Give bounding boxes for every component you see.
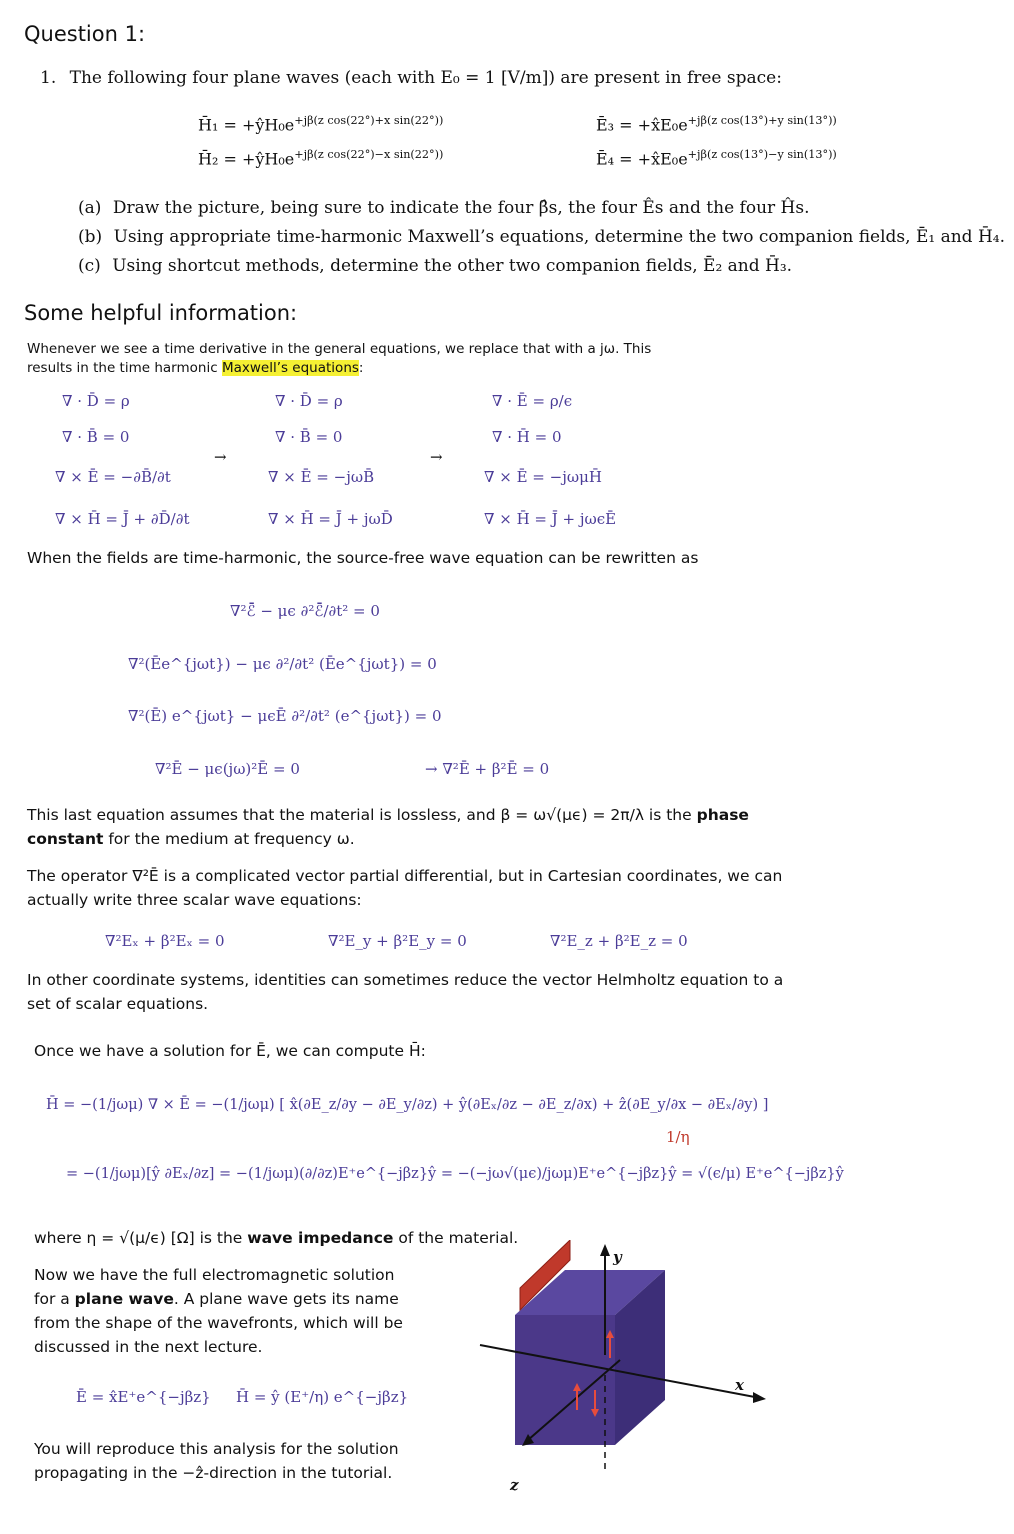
cube-front-face: [515, 1315, 615, 1445]
e3-exponent: +jβ(z cos(13°)+y sin(13°)): [687, 114, 837, 127]
wave-eq-2: ∇²(Ēe^{jωt}) − μϵ ∂²/∂t² (Ēe^{jωt}) = 0: [128, 655, 437, 673]
e3-equation: [596, 114, 837, 134]
maxwell-col3-eq1: ∇ · Ē = ρ/ϵ: [492, 392, 573, 410]
y-axis-label: y: [613, 1248, 622, 1266]
wave-eq-1: ∇²ℰ̄ − μϵ ∂²ℰ̄/∂t² = 0: [230, 602, 380, 620]
helpful-heading: Some helpful information:: [24, 301, 298, 325]
plane-wave-text-2: . A plane wave gets its name: [173, 1290, 399, 1308]
part-c: [78, 256, 792, 276]
maxwell-highlight: Maxwell’s equations: [221, 360, 359, 376]
part-a: [78, 198, 810, 218]
x-axis-label: x: [735, 1376, 744, 1394]
impedance-line: [34, 1229, 518, 1247]
maxwell-col2-eq1: ∇ · D̄ = ρ: [275, 392, 343, 410]
lossless-text-2: for the medium at frequency ω.: [103, 830, 355, 848]
maxwell-col2-eq4: ∇ × H̄ = J̄ + jωD̄: [268, 510, 393, 528]
maxwell-col3-eq4: ∇ × H̄ = J̄ + jωϵĒ: [484, 510, 617, 528]
plane-wave-line-2: [34, 1290, 399, 1308]
plane-wave-line-4: discussed in the next lecture.: [34, 1338, 263, 1356]
part-label: (a): [78, 198, 102, 218]
coord-line-1: In other coordinate systems, identities can sometimes reduce the vector Helmholtz equation to a: [27, 971, 784, 989]
e3-base: Ē₃ = +x̂E₀e: [596, 115, 688, 135]
wave-eq-4: ∇²Ē − μϵ(jω)²Ē = 0: [155, 760, 300, 778]
scalar-eq-y: ∇²E_y + β²E_y = 0: [328, 932, 467, 950]
intro-text: The following four plane waves (each with E₀ = 1 [V/m]) are present in free space:: [69, 68, 782, 88]
h1-equation: [198, 114, 443, 134]
h-curl-eq-2: = −(1/jωμ)[ŷ ∂Eₓ/∂z] = −(1/jωμ)(∂/∂z)E⁺e^{−jβz}ŷ = −(−jω√(μϵ)/jωμ)E⁺e^{−jβz}ŷ = √(ϵ/μ) E⁺e^{−jβz}ŷ: [66, 1166, 844, 1182]
solution-h: H̄ = ŷ (E⁺/η) e^{−jβz}: [236, 1388, 409, 1406]
h2-exponent: +jβ(z cos(22°)−x sin(22°)): [294, 148, 444, 161]
maxwell-col2-eq2: ∇ · B̄ = 0: [275, 428, 343, 446]
arrow-2: →: [430, 448, 443, 466]
part-label: (b): [78, 227, 103, 247]
part-text: Draw the picture, being sure to indicate the four β̂s, the four Ês and the four Ĥs.: [112, 198, 810, 218]
plane-wave-figure: [470, 1240, 770, 1500]
part-label: (c): [78, 256, 101, 276]
tutorial-line-1: You will reproduce this analysis for the solution: [34, 1440, 399, 1458]
maxwell-col3-eq3: ∇ × Ē = −jωμH̄: [484, 468, 602, 486]
operator-line-1: The operator ∇²Ē is a complicated vector partial differential, but in Cartesian coordinates, we can: [27, 867, 783, 885]
question-intro: [40, 68, 782, 88]
h1-exponent: +jβ(z cos(22°)+x sin(22°)): [294, 114, 444, 127]
impedance-text-2: of the material.: [393, 1229, 519, 1247]
plane-wave-bold: plane wave: [74, 1290, 174, 1308]
arrow-1: →: [214, 448, 227, 466]
tutorial-line-2: propagating in the −ẑ-direction in the tutorial.: [34, 1464, 393, 1482]
intro-line-2: [27, 360, 363, 376]
wave-eq-result: → ∇²Ē + β²Ē = 0: [425, 760, 550, 778]
question-heading: Question 1:: [24, 22, 146, 46]
impedance-bold: wave impedance: [247, 1229, 394, 1247]
wave-intro: When the fields are time-harmonic, the source-free wave equation can be rewritten as: [27, 549, 699, 567]
h2-base: H̄₂ = +ŷH₀e: [198, 149, 295, 169]
solution-e: Ē = x̂E⁺e^{−jβz}: [76, 1388, 211, 1406]
intro-line-2-end: :: [358, 360, 364, 376]
coord-line-2: set of scalar equations.: [27, 995, 209, 1013]
wave-eq-3: ∇²(Ē) e^{jωt} − μϵĒ ∂²/∂t² (e^{jωt}) = 0: [128, 707, 442, 725]
h-curl-eq-1: H̄ = −(1/jωμ) ∇ × Ē = −(1/jωμ) [ x̂(∂E_z/∂y − ∂E_y/∂z) + ŷ(∂Eₓ/∂z − ∂E_z/∂x) + ẑ(∂E_y/∂x − ∂Eₓ/∂y) ]: [46, 1097, 769, 1113]
lossless-line-1: [27, 806, 749, 824]
maxwell-col1-eq4: ∇ × H̄ = J̄ + ∂D̄/∂t: [55, 510, 190, 528]
intro-line-2-text: results in the time harmonic: [27, 360, 222, 376]
operator-line-2: actually write three scalar wave equations:: [27, 891, 362, 909]
impedance-text: where η = √(μ/ϵ) [Ω] is the: [34, 1229, 248, 1247]
intro-line-1: Whenever we see a time derivative in the general equations, we replace that with a jω. This: [27, 341, 652, 357]
one-over-eta: 1/η: [666, 1128, 690, 1146]
e4-exponent: +jβ(z cos(13°)−y sin(13°)): [687, 148, 837, 161]
y-axis-arrow: [600, 1244, 610, 1256]
plane-wave-text: for a: [34, 1290, 75, 1308]
constant-bold: constant: [27, 830, 104, 848]
part-b: [78, 227, 1005, 247]
h1-base: H̄₁ = +ŷH₀e: [198, 115, 295, 135]
x-axis-arrow: [753, 1392, 766, 1403]
maxwell-col1-eq1: ∇ · D̄ = ρ: [62, 392, 130, 410]
maxwell-col1-eq2: ∇ · B̄ = 0: [62, 428, 130, 446]
maxwell-col3-eq2: ∇ · H̄ = 0: [492, 428, 562, 446]
phase-bold: phase: [696, 806, 749, 824]
lossless-line-2: [27, 830, 355, 848]
h2-equation: [198, 148, 443, 168]
maxwell-col1-eq3: ∇ × Ē = −∂B̄/∂t: [55, 468, 171, 486]
maxwell-col2-eq3: ∇ × Ē = −jωB̄: [268, 468, 375, 486]
item-number: 1.: [40, 68, 57, 88]
e4-equation: [596, 148, 837, 168]
part-text: Using shortcut methods, determine the other two companion fields, Ē₂ and H̄₃.: [112, 256, 793, 276]
scalar-eq-x: ∇²Eₓ + β²Eₓ = 0: [105, 932, 225, 950]
z-axis-label: z: [510, 1476, 519, 1494]
scalar-eq-z: ∇²E_z + β²E_z = 0: [550, 932, 688, 950]
part-text: Using appropriate time-harmonic Maxwell’s equations, determine the two companion fields, Ē₁ and H̄₄.: [113, 227, 1006, 247]
e4-base: Ē₄ = +x̂E₀e: [596, 149, 688, 169]
plane-wave-line-1: Now we have the full electromagnetic solution: [34, 1266, 395, 1284]
lossless-text: This last equation assumes that the material is lossless, and β = ω√(μϵ) = 2π/λ is the: [27, 806, 697, 824]
compute-h-line: Once we have a solution for Ē, we can compute H̄:: [34, 1042, 426, 1060]
plane-wave-line-3: from the shape of the wavefronts, which will be: [34, 1314, 403, 1332]
